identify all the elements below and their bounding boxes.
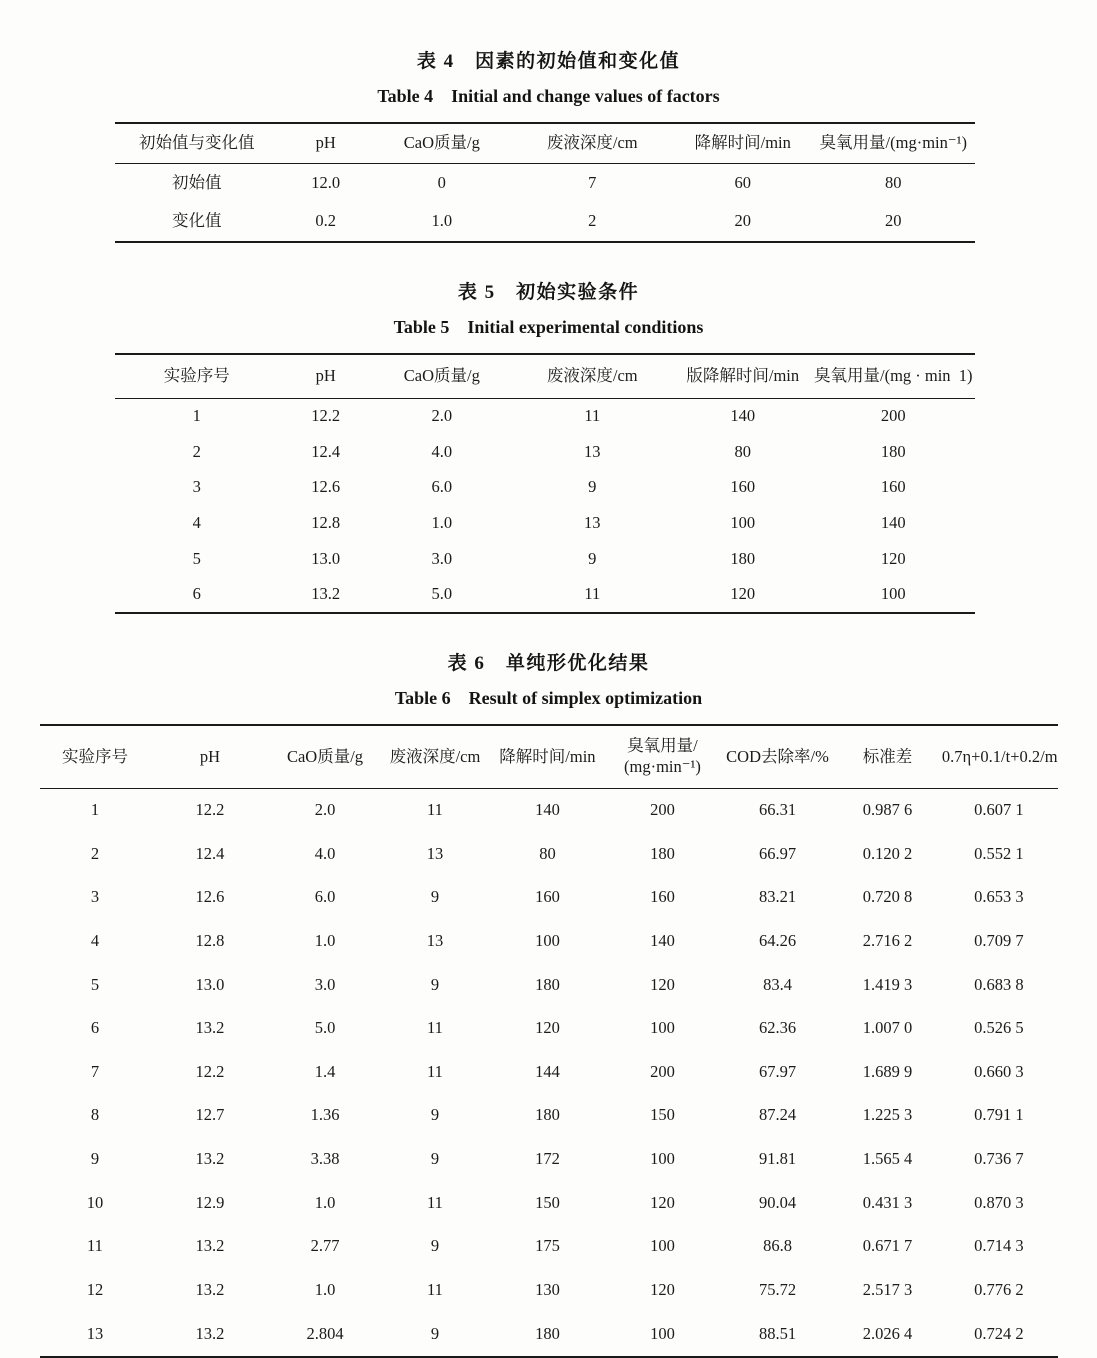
table-cell: 86.8 bbox=[763, 1236, 792, 1256]
table-cell: 0.607 1 bbox=[974, 800, 1024, 819]
table-cell: 12.7 bbox=[195, 1105, 225, 1125]
table-cell: 0.653 3 bbox=[974, 887, 1024, 907]
table-cell: 140 bbox=[880, 512, 906, 532]
table6-section bbox=[0, 648, 1097, 1357]
column-header: 初始值与变化值 bbox=[138, 133, 255, 152]
table-cell: 12.0 bbox=[311, 172, 341, 192]
table-cell: 13.2 bbox=[311, 584, 341, 604]
table-cell: 2.517 3 bbox=[862, 1279, 913, 1299]
column-header: 臭氧用量/ (mg·min⁻¹) bbox=[624, 736, 701, 776]
table-cell: 12.2 bbox=[195, 800, 225, 819]
table-cell: 87.24 bbox=[758, 1105, 797, 1125]
table-cell: 150 bbox=[535, 1192, 560, 1212]
column-header: 臭氧用量/(mg·min⁻¹) bbox=[819, 133, 968, 152]
table-cell: 120 bbox=[650, 1279, 675, 1299]
table-cell: 1.007 0 bbox=[862, 1018, 913, 1038]
table-cell: 2.716 2 bbox=[862, 930, 913, 950]
table-cell: 9 bbox=[588, 548, 597, 568]
table-cell: 13.0 bbox=[311, 548, 341, 568]
table-cell: 1 bbox=[90, 800, 100, 819]
table-cell: 5.0 bbox=[431, 584, 453, 604]
table-cell: 20 bbox=[885, 211, 902, 231]
table-cell: 100 bbox=[650, 1236, 675, 1256]
table5-section bbox=[0, 277, 1097, 614]
table-row bbox=[40, 963, 1058, 1007]
table-cell: 2 bbox=[588, 211, 597, 231]
table-cell: 12.8 bbox=[311, 512, 341, 532]
table-row bbox=[40, 1138, 1058, 1182]
table-row bbox=[40, 1050, 1058, 1094]
table-cell: 11 bbox=[584, 584, 601, 604]
table-cell: 11 bbox=[87, 1236, 103, 1256]
table-cell: 120 bbox=[730, 584, 756, 604]
table-cell: 4 bbox=[192, 512, 201, 532]
table-cell: 80 bbox=[734, 441, 752, 461]
table-cell: 160 bbox=[535, 887, 560, 907]
table-cell: 140 bbox=[650, 930, 675, 950]
table-cell: 0 bbox=[437, 172, 446, 192]
table5-title-zh: 表 5 初始实验条件 bbox=[457, 281, 640, 303]
table-cell: 0.736 7 bbox=[974, 1149, 1024, 1168]
table6-title-en: Table 6 Result of simplex optimization bbox=[394, 688, 703, 709]
table-cell: 1.36 bbox=[310, 1105, 340, 1125]
table-cell: 9 bbox=[430, 974, 440, 994]
table4-title-zh: 表 4 因素的初始值和变化值 bbox=[416, 51, 681, 72]
table-cell: 180 bbox=[535, 1105, 560, 1125]
table-cell: 1.4 bbox=[314, 1061, 336, 1081]
table-cell: 0.671 7 bbox=[862, 1236, 913, 1256]
table-cell: 1 bbox=[192, 406, 201, 425]
table-cell: 1.0 bbox=[431, 512, 453, 532]
table-row bbox=[40, 1181, 1058, 1225]
table-cell: 13 bbox=[86, 1323, 104, 1343]
table-cell: 1.0 bbox=[314, 930, 336, 950]
table-cell: 0.714 3 bbox=[974, 1236, 1024, 1256]
table-cell: 4 bbox=[90, 930, 100, 950]
table4-section bbox=[0, 46, 1097, 243]
table-cell: 180 bbox=[880, 441, 906, 461]
table-row bbox=[115, 505, 975, 541]
column-header: CaO质量/g bbox=[286, 746, 364, 766]
column-header: 实验序号 bbox=[163, 365, 230, 385]
table-cell: 9 bbox=[588, 477, 597, 497]
table-row bbox=[40, 1312, 1058, 1357]
table-cell: 64.26 bbox=[758, 930, 797, 950]
table-cell: 11 bbox=[427, 1279, 443, 1299]
table-cell: 83.4 bbox=[763, 974, 792, 994]
table-cell: 20 bbox=[734, 211, 752, 231]
table-cell: 1.0 bbox=[314, 1192, 336, 1212]
table-cell: 4.0 bbox=[431, 441, 453, 461]
table-cell: 0.987 6 bbox=[862, 800, 913, 819]
table-cell: 100 bbox=[650, 1149, 675, 1168]
column-header: 废液深度/cm bbox=[546, 133, 638, 152]
table-cell: 12.4 bbox=[195, 843, 225, 863]
table-cell: 144 bbox=[535, 1061, 560, 1081]
table-cell: 变化值 bbox=[171, 211, 222, 231]
table-cell: 13 bbox=[426, 930, 444, 950]
column-header: 版降解时间/min bbox=[686, 365, 800, 385]
table-cell: 200 bbox=[880, 406, 906, 425]
table-cell: 83.21 bbox=[758, 887, 797, 907]
table-cell: 12.8 bbox=[195, 930, 225, 950]
table-cell: 200 bbox=[650, 800, 675, 819]
table4-title-en: Table 4 Initial and change values of factors bbox=[377, 86, 720, 106]
table-cell: 120 bbox=[650, 1192, 675, 1212]
table-cell: 1.225 3 bbox=[862, 1105, 913, 1125]
table-cell: 7 bbox=[90, 1061, 100, 1081]
table-cell: 120 bbox=[535, 1018, 560, 1038]
table-cell: 8 bbox=[90, 1105, 100, 1125]
table-cell: 6.0 bbox=[431, 477, 453, 497]
table-row bbox=[40, 1094, 1058, 1138]
table-cell: 12 bbox=[86, 1279, 104, 1299]
table-cell: 3.0 bbox=[431, 548, 453, 568]
table-cell: 100 bbox=[880, 584, 906, 604]
table-cell: 1.0 bbox=[314, 1279, 336, 1299]
table-cell: 13.2 bbox=[195, 1279, 225, 1299]
table-cell: 1.689 9 bbox=[862, 1061, 913, 1081]
table-cell: 3.0 bbox=[314, 974, 336, 994]
table-row bbox=[40, 832, 1058, 876]
table-cell: 11 bbox=[427, 800, 443, 819]
table-cell: 9 bbox=[430, 1236, 440, 1256]
table-row bbox=[115, 202, 975, 242]
table-cell: 0.720 8 bbox=[862, 887, 913, 907]
table-cell: 13.2 bbox=[195, 1236, 225, 1256]
table-cell: 12.6 bbox=[195, 887, 225, 907]
table-cell: 2.804 bbox=[306, 1323, 344, 1343]
table-cell: 0.2 bbox=[315, 211, 336, 231]
table-cell: 0.709 7 bbox=[974, 930, 1024, 950]
table-cell: 66.97 bbox=[758, 843, 797, 863]
table-cell: 2.0 bbox=[314, 800, 336, 819]
table-cell: 0.526 5 bbox=[974, 1018, 1024, 1038]
table-cell: 88.51 bbox=[758, 1323, 797, 1343]
table-cell: 2 bbox=[192, 441, 201, 461]
column-header: 废液深度/cm bbox=[389, 746, 481, 766]
column-header: CaO质量/g bbox=[403, 365, 480, 385]
table-cell: 180 bbox=[650, 843, 675, 863]
table-cell: 12.2 bbox=[311, 406, 341, 425]
table-cell: 0.776 2 bbox=[974, 1279, 1024, 1299]
table-cell: 3.38 bbox=[310, 1149, 340, 1168]
table-row bbox=[40, 1225, 1058, 1269]
table-cell: 172 bbox=[535, 1149, 560, 1168]
table-cell: 62.36 bbox=[758, 1018, 797, 1038]
table5 bbox=[115, 353, 975, 614]
table-cell: 150 bbox=[650, 1105, 675, 1125]
table-row bbox=[40, 1007, 1058, 1051]
column-header: pH bbox=[315, 133, 336, 152]
table-cell: 4.0 bbox=[314, 843, 336, 863]
table-row bbox=[115, 398, 975, 434]
table-cell: 1.0 bbox=[431, 211, 453, 231]
table-header-row bbox=[115, 123, 975, 163]
table-cell: 0.660 3 bbox=[974, 1061, 1024, 1081]
table-cell: 130 bbox=[535, 1279, 560, 1299]
table-cell: 13.0 bbox=[195, 974, 225, 994]
table5-title-en: Table 5 Initial experimental conditions bbox=[393, 316, 704, 337]
table-row bbox=[115, 163, 975, 202]
table4 bbox=[115, 122, 975, 243]
table-cell: 11 bbox=[427, 1192, 443, 1212]
column-header: 标准差 bbox=[862, 746, 913, 766]
table-row bbox=[40, 788, 1058, 832]
table-cell: 1.419 3 bbox=[862, 974, 913, 994]
column-header: 废液深度/cm bbox=[546, 365, 638, 385]
table-cell: 13.2 bbox=[195, 1323, 225, 1343]
table-cell: 90.04 bbox=[758, 1192, 797, 1212]
table-cell: 0.683 8 bbox=[974, 974, 1024, 994]
table-cell: 175 bbox=[535, 1236, 560, 1256]
table-cell: 13.2 bbox=[195, 1018, 225, 1038]
table-cell: 140 bbox=[730, 406, 756, 425]
table-cell: 80 bbox=[885, 172, 902, 192]
table-cell: 120 bbox=[650, 974, 675, 994]
column-header: 臭氧用量/(mg · min 1) bbox=[813, 365, 973, 385]
table-cell: 12.2 bbox=[195, 1061, 225, 1081]
table-cell: 120 bbox=[880, 548, 906, 568]
table-cell: 6.0 bbox=[314, 887, 336, 907]
table-cell: 13 bbox=[584, 441, 601, 461]
table-cell: 100 bbox=[535, 930, 560, 950]
table-cell: 160 bbox=[880, 477, 906, 497]
table-cell: 80 bbox=[539, 843, 556, 863]
table-cell: 2.0 bbox=[431, 406, 453, 425]
column-header: 实验序号 bbox=[61, 746, 128, 766]
table-cell: 11 bbox=[427, 1061, 443, 1081]
table-cell: 12.4 bbox=[311, 441, 341, 461]
table-cell: 9 bbox=[430, 1323, 440, 1343]
table6-title-zh: 表 6 单纯形优化结果 bbox=[447, 653, 650, 675]
table-cell: 2.77 bbox=[310, 1236, 340, 1256]
table-cell: 6 bbox=[90, 1018, 100, 1038]
table-row bbox=[40, 919, 1058, 963]
table-cell: 0.724 2 bbox=[974, 1323, 1024, 1343]
table-cell: 0.431 3 bbox=[862, 1192, 913, 1212]
table-row bbox=[115, 541, 975, 577]
table-cell: 60 bbox=[734, 172, 752, 192]
table-cell: 9 bbox=[430, 1149, 440, 1168]
column-header: 降解时间/min bbox=[499, 746, 596, 766]
table-cell: 75.72 bbox=[758, 1279, 797, 1299]
table-cell: 11 bbox=[427, 1018, 443, 1038]
table-cell: 13 bbox=[426, 843, 444, 863]
table-cell: 2.026 4 bbox=[862, 1323, 913, 1343]
column-header: 降解时间/min bbox=[694, 133, 791, 152]
table-cell: 100 bbox=[650, 1018, 675, 1038]
table-row bbox=[115, 470, 975, 506]
table-cell: 66.31 bbox=[758, 800, 797, 819]
table-cell: 100 bbox=[650, 1323, 675, 1343]
table-cell: 160 bbox=[730, 477, 756, 497]
table-cell: 5.0 bbox=[314, 1018, 336, 1038]
table-cell: 10 bbox=[86, 1192, 104, 1212]
table-cell: 13.2 bbox=[195, 1149, 225, 1168]
table-cell: 0.120 2 bbox=[862, 843, 913, 863]
table-cell: 91.81 bbox=[758, 1149, 797, 1168]
table-cell: 9 bbox=[430, 1105, 440, 1125]
column-header: pH bbox=[199, 746, 221, 766]
table-cell: 3 bbox=[192, 477, 201, 497]
table-cell: 160 bbox=[650, 887, 675, 907]
table-cell: 12.6 bbox=[311, 477, 341, 497]
table-cell: 2 bbox=[90, 843, 100, 863]
table-cell: 11 bbox=[584, 406, 601, 425]
table-cell: 200 bbox=[650, 1061, 675, 1081]
table-cell: 180 bbox=[535, 974, 560, 994]
table-cell: 9 bbox=[90, 1149, 100, 1168]
table-row bbox=[115, 577, 975, 614]
table-header-row bbox=[115, 354, 975, 398]
table-cell: 0.870 3 bbox=[974, 1192, 1024, 1212]
table-cell: 67.97 bbox=[758, 1061, 797, 1081]
column-header: COD去除率/% bbox=[726, 746, 829, 766]
table-row bbox=[40, 1268, 1058, 1312]
table-cell: 6 bbox=[192, 584, 201, 604]
table-cell: 180 bbox=[535, 1323, 560, 1343]
table-row bbox=[40, 876, 1058, 920]
table-cell: 初始值 bbox=[171, 172, 222, 192]
table-cell: 180 bbox=[730, 548, 756, 568]
table-cell: 140 bbox=[535, 800, 560, 819]
table-cell: 13 bbox=[584, 512, 601, 532]
column-header: CaO质量/g bbox=[403, 133, 480, 152]
table-cell: 7 bbox=[588, 172, 597, 192]
table-row bbox=[115, 434, 975, 470]
table-cell: 5 bbox=[90, 974, 100, 994]
table-cell: 5 bbox=[192, 548, 201, 568]
table6 bbox=[40, 724, 1058, 1357]
table-cell: 0.791 1 bbox=[974, 1105, 1024, 1125]
table-cell: 0.552 1 bbox=[974, 843, 1024, 863]
table-cell: 12.9 bbox=[195, 1192, 225, 1212]
column-header: pH bbox=[315, 365, 336, 385]
table-cell: 1.565 4 bbox=[862, 1149, 913, 1168]
table-cell: 9 bbox=[430, 887, 440, 907]
table-cell: 3 bbox=[90, 887, 100, 907]
column-header: 0.7η+0.1/t+0.2/m bbox=[941, 746, 1058, 766]
table-cell: 100 bbox=[730, 512, 756, 532]
table-header-row bbox=[40, 725, 1058, 788]
